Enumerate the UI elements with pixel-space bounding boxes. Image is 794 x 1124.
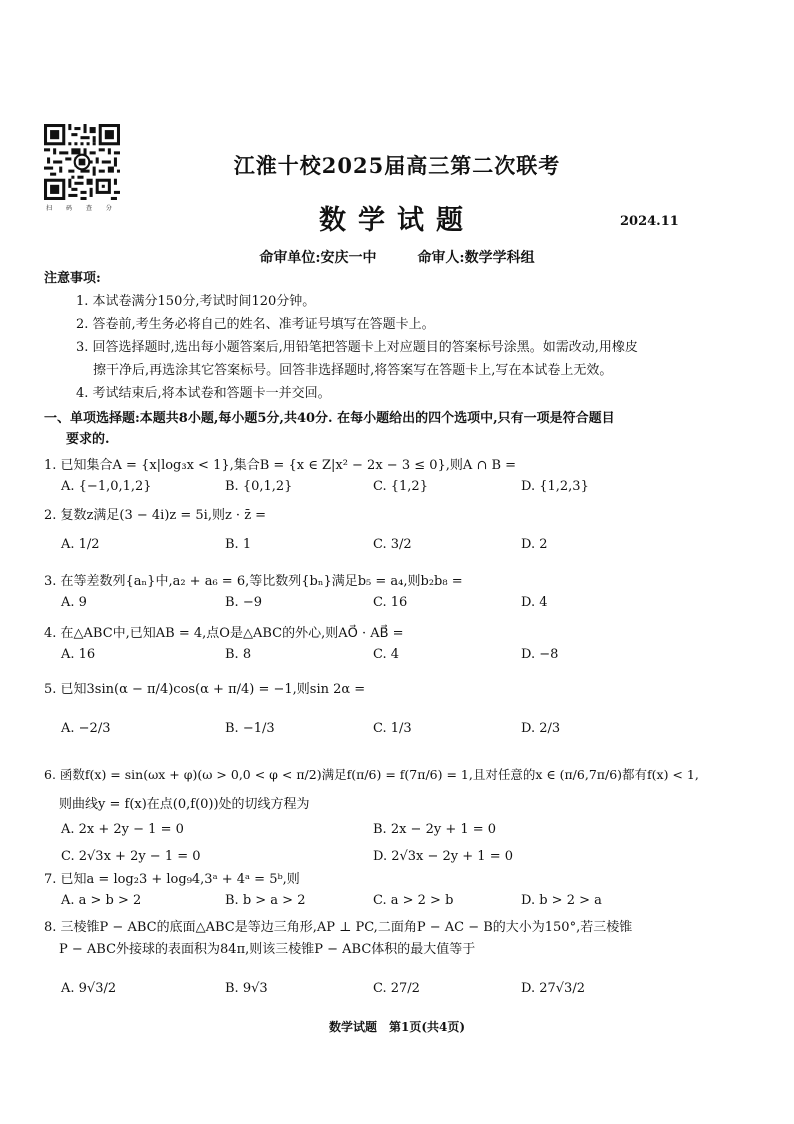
- proposer-unit: 命审单位:安庆一中: [259, 250, 377, 266]
- option-b: B. −9: [225, 595, 262, 610]
- proposer-line: [0, 247, 794, 267]
- question-stem-continuation: P − ABC外接球的表面积为84π,则该三棱锥P − ABC体积的最大值等于: [59, 942, 476, 957]
- question-2: [44, 506, 756, 562]
- question-stem: 2. 复数z满足(3 − 4i)z = 5i,则z · z̄ =: [44, 508, 267, 523]
- question-6: [44, 765, 756, 870]
- option-a: A. 2x + 2y − 1 = 0: [61, 822, 184, 837]
- option-d: D. {1,2,3}: [521, 479, 589, 494]
- option-d: D. b > 2 > a: [521, 893, 602, 908]
- option-a: A. −2/3: [61, 721, 111, 736]
- question-options-row1: [61, 819, 756, 843]
- option-d: D. 2: [521, 537, 548, 552]
- qr-caption: 扫 码 查 分: [46, 205, 118, 212]
- subject-title: 数学试题: [319, 205, 475, 236]
- option-b: B. −1/3: [225, 721, 275, 736]
- option-c: C. a > 2 > b: [373, 893, 454, 908]
- option-b: B. b > a > 2: [225, 893, 306, 908]
- question-options: [61, 890, 756, 914]
- question-7: [44, 870, 756, 914]
- question-options: [61, 592, 756, 616]
- question-4: [44, 624, 756, 668]
- option-b: B. 8: [225, 647, 252, 662]
- option-d: D. 2√3x − 2y + 1 = 0: [373, 849, 514, 864]
- question-3: [44, 572, 756, 616]
- question-stem: 3. 在等差数列{aₙ}中,a₂ + a₆ = 6,等比数列{bₙ}满足b₅ = a₄,则b₂b₈ =: [44, 574, 463, 589]
- question-options: [61, 710, 756, 746]
- option-b: B. 9√3: [225, 981, 268, 996]
- proposer-reviewer: 命审人:数学学科组: [417, 250, 535, 266]
- note-item-continuation: 擦干净后,再选涂其它答案标号。回答非选择题时,将答案写在答题卡上,写在本试卷上无效。: [93, 363, 613, 378]
- question-stem: 6. 函数f(x) = sin(ωx + φ)(ω > 0,0 < φ < π/2)满足f(π/6) = f(7π/6) = 1,且对任意的x ∈ (π/6,7π/6)都有f(x) < 1,: [44, 767, 699, 782]
- question-8: [44, 918, 756, 1006]
- option-d: D. 4: [521, 595, 548, 610]
- note-item: 1. 本试卷满分150分,考试时间120分钟。: [76, 294, 316, 309]
- question-stem: 8. 三棱锥P − ABC的底面△ABC是等边三角形,AP ⊥ PC,二面角P − AC − B的大小为150°,若三棱锥: [44, 920, 633, 935]
- option-c: C. 27/2: [373, 981, 420, 996]
- question-options: [61, 644, 756, 668]
- note-item: 2. 答卷前,考生务必将自己的姓名、准考证号填写在答题卡上。: [76, 317, 435, 332]
- option-d: D. 27√3/2: [521, 981, 585, 996]
- option-a: A. 9√3/2: [61, 981, 117, 996]
- question-options: [61, 970, 756, 1006]
- section-heading-line2: 要求的.: [66, 432, 110, 447]
- option-c: C. 2√3x + 2y − 1 = 0: [61, 849, 201, 864]
- question-stem: 4. 在△ABC中,已知AB = 4,点O是△ABC的外心,则AO⃗ · AB⃗ =: [44, 626, 404, 641]
- question-options: [61, 526, 756, 562]
- option-a: A. {−1,0,1,2}: [61, 479, 152, 494]
- exam-date: 2024.11: [620, 214, 679, 229]
- question-1: [44, 456, 756, 500]
- option-c: C. 4: [373, 647, 400, 662]
- section-heading-line1: 一、单项选择题:本题共8小题,每小题5分,共40分. 在每小题给出的四个选项中,只有一项是符合题目: [44, 411, 615, 426]
- question-5: [44, 680, 756, 746]
- note-item: 4. 考试结束后,将本试卷和答题卡一并交回。: [76, 386, 331, 401]
- option-a: A. 16: [61, 647, 96, 662]
- option-b: B. {0,1,2}: [225, 479, 293, 494]
- option-c: C. 16: [373, 595, 408, 610]
- option-c: C. 1/3: [373, 721, 412, 736]
- notes-title: 注意事项:: [44, 271, 101, 286]
- question-stem: 5. 已知3sin(α − π/4)cos(α + π/4) = −1,则sin 2α =: [44, 682, 366, 697]
- option-a: A. 1/2: [61, 537, 100, 552]
- option-d: D. −8: [521, 647, 559, 662]
- option-c: C. {1,2}: [373, 479, 428, 494]
- option-b: B. 1: [225, 537, 252, 552]
- page-footer: 数学试题 第1页(共4页): [328, 1020, 466, 1034]
- option-a: A. a > b > 2: [61, 893, 142, 908]
- question-stem: 7. 已知a = log₂3 + log₉4,3ᵃ + 4ᵃ = 5ᵇ,则: [44, 872, 300, 887]
- option-c: C. 3/2: [373, 537, 412, 552]
- section-heading: [44, 408, 756, 450]
- notes-section: [44, 267, 756, 405]
- question-stem-continuation: 则曲线y = f(x)在点(0,f(0))处的切线方程为: [59, 797, 310, 812]
- exam-title: 江淮十校2025届高三第二次联考: [233, 153, 561, 178]
- question-options: [61, 476, 756, 500]
- option-a: A. 9: [61, 595, 87, 610]
- option-d: D. 2/3: [521, 721, 561, 736]
- question-stem: 1. 已知集合A = {x|log₃x < 1},集合B = {x ∈ Z|x² − 2x − 3 ≤ 0},则A ∩ B =: [44, 458, 517, 473]
- option-b: B. 2x − 2y + 1 = 0: [373, 822, 497, 837]
- question-options-row2: [61, 846, 756, 870]
- note-item: 3. 回答选择题时,选出每小题答案后,用铅笔把答题卡上对应题目的答案标号涂黑。如需改动,用橡皮: [76, 340, 638, 355]
